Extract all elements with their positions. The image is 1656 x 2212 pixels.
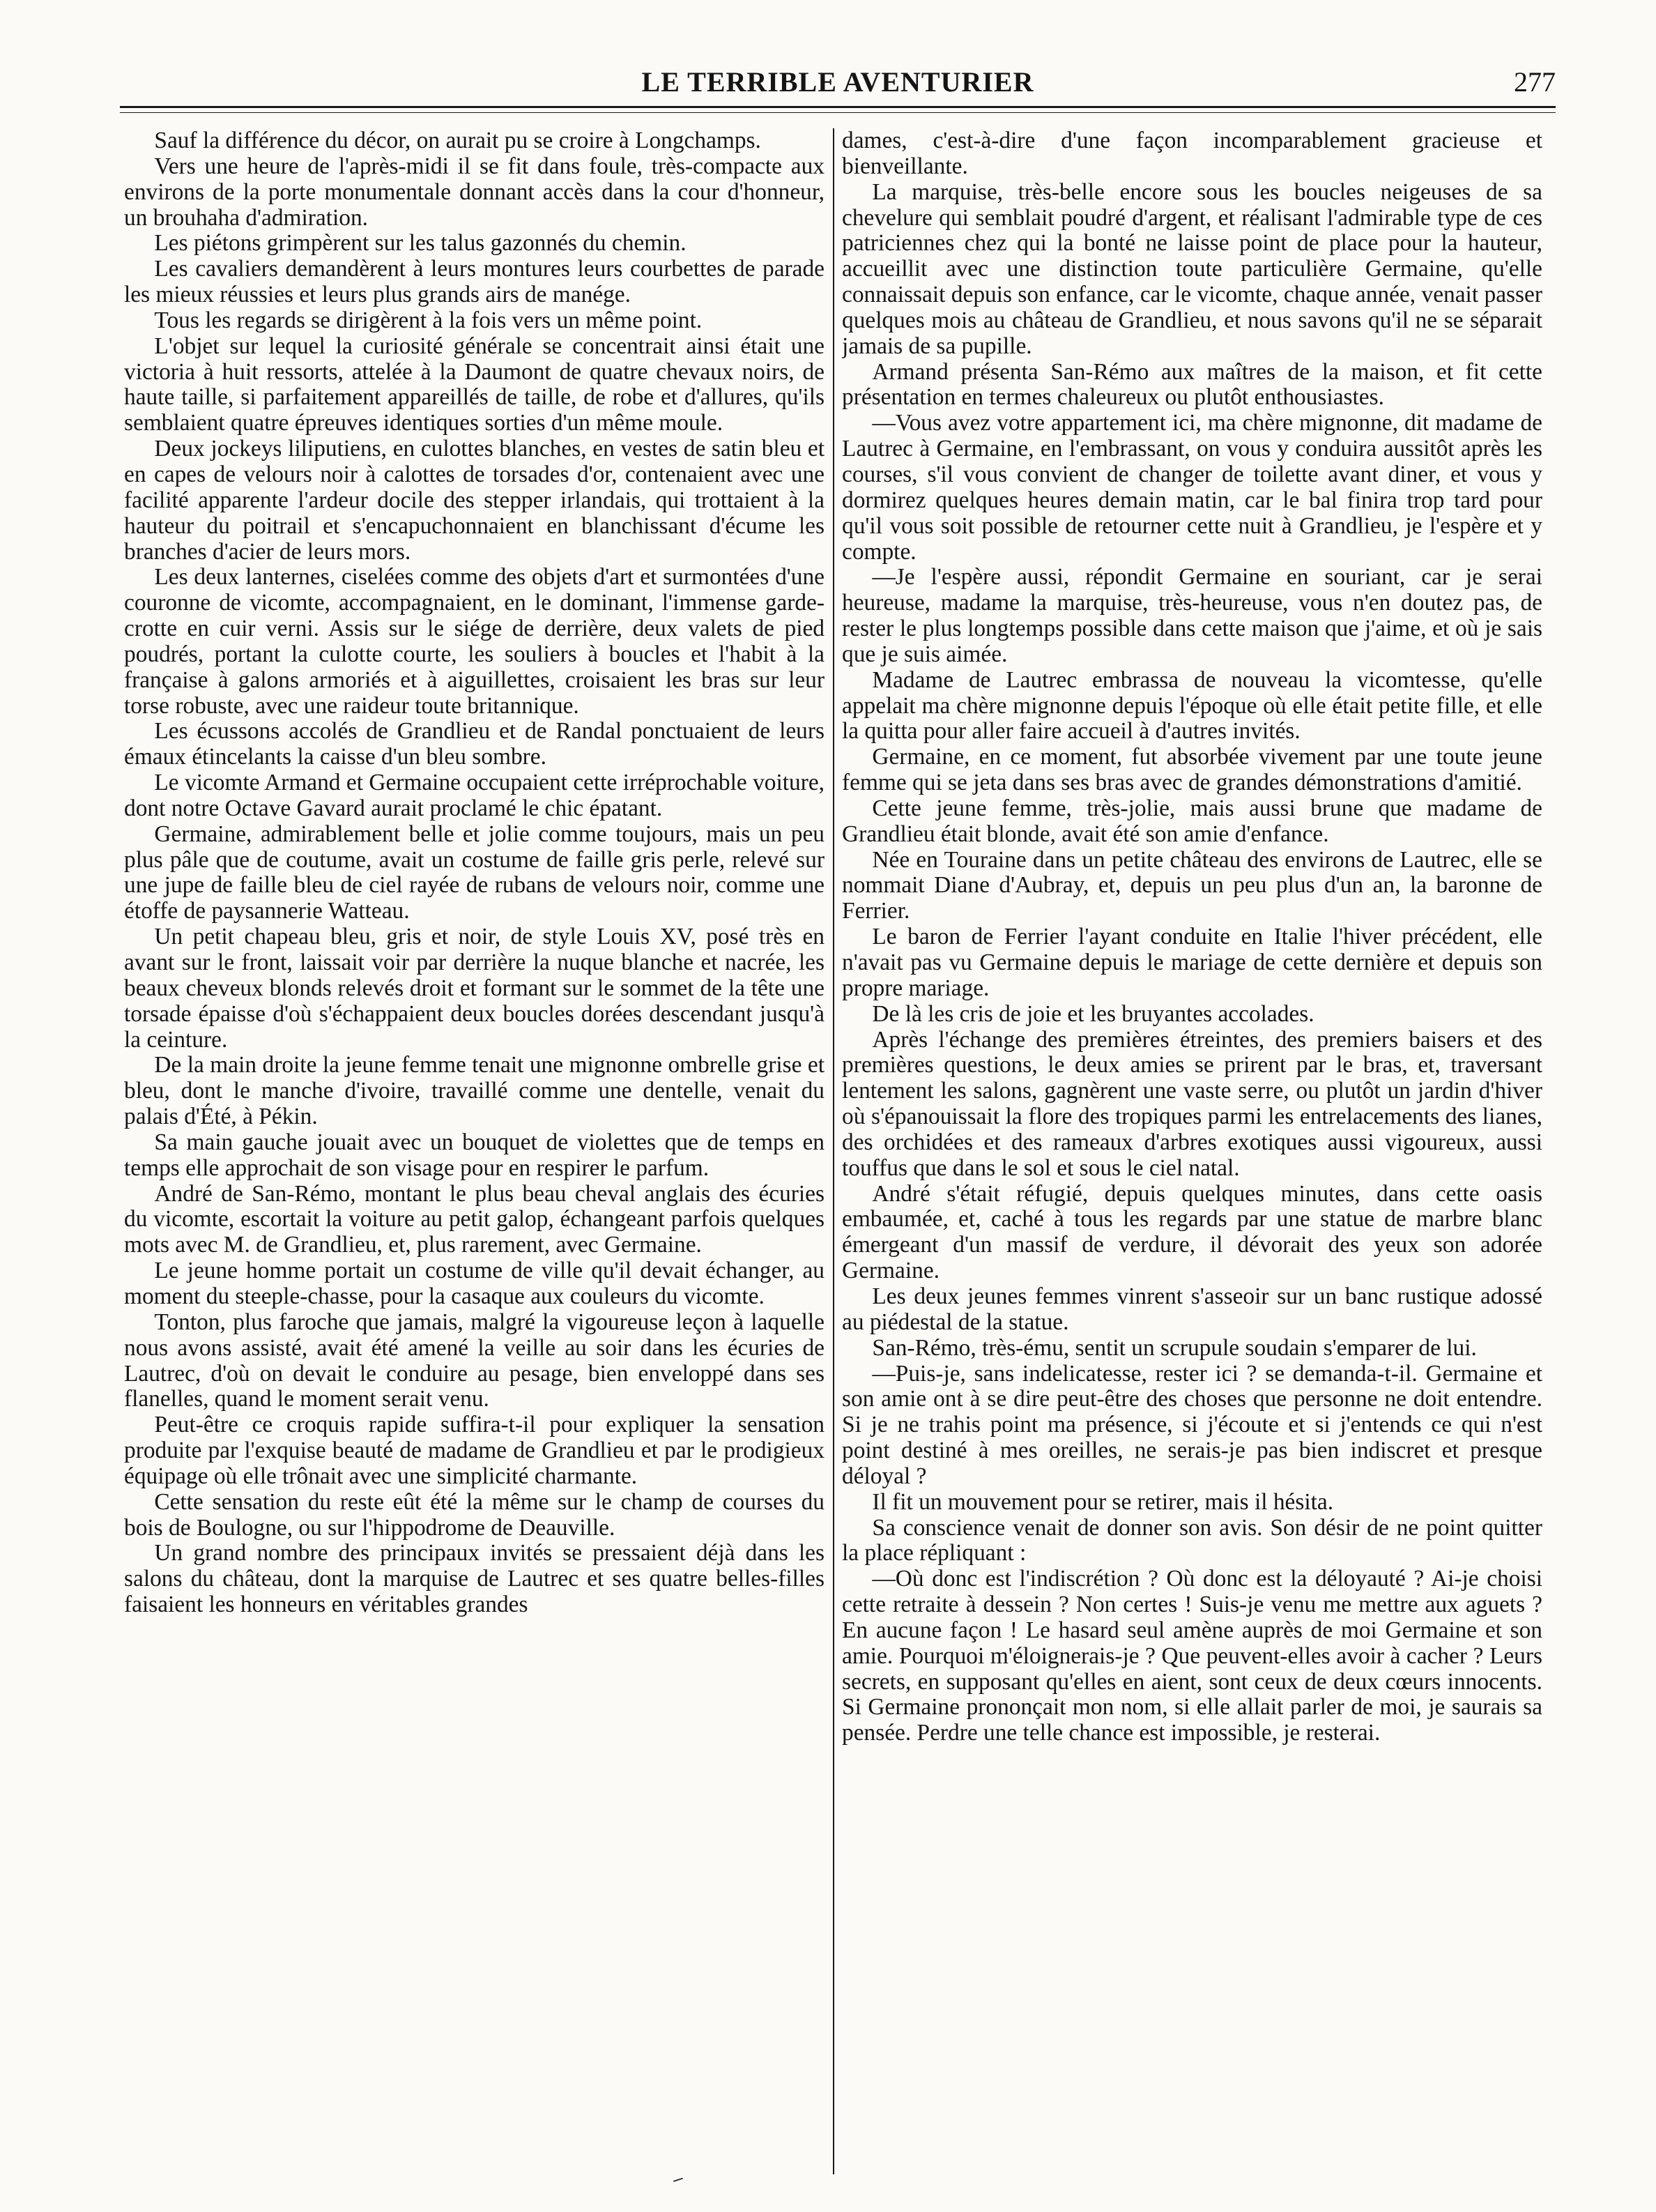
- paragraph: Le baron de Ferrier l'ayant conduite en Italie l'hiver précédent, elle n'avait pas vu Germaine depuis le mariage de cette dernière et depuis son propre mariage.: [842, 924, 1542, 1001]
- paragraph: Née en Touraine dans un petite château des environs de Lautrec, elle se nommait Diane d'Aubray, et, depuis un peu plus d'un an, la baronne de Ferrier.: [842, 846, 1542, 924]
- paragraph: André s'était réfugié, depuis quelques minutes, dans cette oasis embaumée, et, caché à tous les regards par une statue de marbre blanc émergeant d'un massif de verdure, il dévorait des yeux son adorée Germaine.: [842, 1180, 1542, 1284]
- paragraph-continued: dames, c'est-à-dire d'une façon incomparablement gracieuse et bienveillante.: [842, 128, 1542, 179]
- paragraph: Cette sensation du reste eût été la même sur le champ de courses du bois de Boulogne, ou sur l'hippodrome de Deauville.: [124, 1488, 825, 1541]
- paragraph: Cette jeune femme, très-jolie, mais aussi brune que madame de Grandlieu était blonde, avait été son amie d'enfance.: [842, 795, 1542, 847]
- paragraph: Sa conscience venait de donner son avis. Son désir de ne point quitter la place répliquant :: [842, 1514, 1542, 1566]
- paragraph: Germaine, en ce moment, fut absorbée vivement par une toute jeune femme qui se jeta dans ses bras avec de grandes démonstrations d'amitié.: [842, 744, 1542, 796]
- paragraph: Vers une heure de l'après-midi il se fit dans foule, très-compacte aux environs de la porte monumentale donnant accès dans la cour d'honneur, un brouhaha d'admiration.: [124, 153, 825, 231]
- paragraph: —Je l'espère aussi, répondit Germaine en souriant, car je serai heureuse, madame la marquise, très-heureuse, vous n'en doutez pas, de rester le plus longtemps possible dans cette maison que j'aime, et où je sais que je suis aimée.: [842, 564, 1542, 667]
- paragraph: San-Rémo, très-ému, sentit un scrupule soudain s'emparer de lui.: [872, 1334, 1477, 1361]
- header-rule-thick: [120, 106, 1556, 108]
- paragraph: Armand présenta San-Rémo aux maîtres de la maison, et fit cette présentation en termes chaleureux ou plutôt enthousiastes.: [842, 358, 1542, 411]
- paragraph: La marquise, très-belle encore sous les boucles neigeuses de sa chevelure qui semblait poudré d'argent, et réalisant l'admirable type de ces patriciennes chez qui la bonté ne laisse point de place pour la hauteur, accueillit avec une distinction toute particulière Germaine, qu'elle connaissait depuis son enfance, car le vicomte, chaque année, venait passer quelques mois au château de Grandlieu, et nous savons qu'il ne se séparait jamais de sa pupille.: [842, 178, 1542, 359]
- paragraph: —Vous avez votre appartement ici, ma chère mignonne, dit madame de Lautrec à Germaine, en l'embrassant, on vous y conduira aussitôt après les courses, s'il vous convient de changer de toilette avant diner, et vous y dormirez quelques heures demain matin, car le bal finira trop tard pour qu'il vous soit possible de retourner cette nuit à Grandlieu, je l'espère et y compte.: [842, 410, 1542, 565]
- paragraph: Deux jockeys liliputiens, en culottes blanches, en vestes de satin bleu et en capes de velours noir à calottes de torsades d'or, contenaient avec une facilité apparente l'ardeur docile des stepper irlandais, qui trottaient à la hauteur du poitrail et s'encapuchonnaient en blanchissant d'écume les branches d'acier de leurs mors.: [124, 436, 825, 565]
- paragraph: Le jeune homme portait un costume de ville qu'il devait échanger, au moment du steeple-chasse, pour la casaque aux couleurs du vicomte.: [124, 1258, 825, 1309]
- column-divider: [833, 128, 834, 2174]
- paragraph: Les écussons accolés de Grandlieu et de Randal ponctuaient de leurs émaux étincelants la caisse d'un bleu sombre.: [124, 718, 825, 770]
- paragraph: André de San-Rémo, montant le plus beau cheval anglais des écuries du vicomte, escortait la voiture au petit galop, échangeant parfois quelques mots avec M. de Grandlieu, et, plus rarement, avec Germaine.: [124, 1180, 825, 1258]
- running-head: [120, 61, 1556, 103]
- paragraph: L'objet sur lequel la curiosité générale se concentrait ainsi était une victoria à huit ressorts, attelée à la Daumont de quatre chevaux noirs, de haute taille, si parfaitement appareillés de taille, de robe et d'allures, qu'ils semblaient quatre épreuves identiques sorties d'un même moule.: [124, 333, 825, 436]
- paragraph: Madame de Lautrec embrassa de nouveau la vicomtesse, qu'elle appelait ma chère mignonne depuis l'époque où elle était petite fille, et elle la quitta pour aller faire accueil à d'autres invités.: [842, 666, 1542, 745]
- paragraph: Peut-être ce croquis rapide suffira-t-il pour expliquer la sensation produite par l'exquise beauté de madame de Grandlieu et par le prodigieux équipage où elle trônait avec une simplicité charmante.: [124, 1412, 825, 1489]
- paragraph: —Puis-je, sans indelicatesse, rester ici ? se demanda-t-il. Germaine et son amie ont à se dire peut-être des choses que personne ne doit entendre. Si je ne trahis point ma présence, si j'écoute et si j'entends ce qui n'est point destiné à mes oreilles, ne serais-je pas bien indiscret et presque déloyal ?: [842, 1360, 1542, 1489]
- paragraph: De là les cris de joie et les bruyantes accolades.: [872, 1000, 1314, 1027]
- paragraph: Un petit chapeau bleu, gris et noir, de style Louis XV, posé très en avant sur le front, laissait voir par derrière la nuque blanche et nacrée, les beaux cheveux blonds relevés droit et formant sur le sommet de la tête une torsade épaisse d'où s'échappaient deux boucles dorées descendant jusqu'à la ceinture.: [124, 924, 825, 1053]
- right-column: [842, 128, 1542, 2185]
- paragraph: Après l'échange des premières étreintes, des premiers baisers et des premières questions, le deux amies se prirent par le bras, et, traversant lentement les salons, gagnèrent une vaste serre, ou plutôt un jardin d'hiver où s'épanouissait la flore des tropiques parmi les entrelacements des lianes, des orchidées et des rameaux d'arbres exotiques aussi vigoureux, aussi touffus que dans le sol et sous le ciel natal.: [842, 1026, 1542, 1181]
- paragraph: Les deux jeunes femmes vinrent s'asseoir sur un banc rustique adossé au piédestal de la statue.: [842, 1283, 1542, 1335]
- paragraph: Les cavaliers demandèrent à leurs montures leurs courbettes de parade les mieux réussies et leurs plus grands airs de manége.: [124, 256, 825, 308]
- paragraph: Il fit un mouvement pour se retirer, mais il hésita.: [872, 1488, 1334, 1515]
- page-number: 277: [1514, 66, 1556, 98]
- paragraph: Sauf la différence du décor, on aurait pu se croire à Longchamps.: [154, 128, 761, 153]
- paragraph: Sa main gauche jouait avec un bouquet de violettes que de temps en temps elle approchait de son visage pour en respirer le parfum.: [124, 1129, 825, 1181]
- paragraph: Tous les regards se dirigèrent à la fois vers un même point.: [154, 307, 703, 333]
- paragraph: Les piétons grimpèrent sur les talus gazonnés du chemin.: [154, 230, 687, 257]
- paragraph: De la main droite la jeune femme tenait une mignonne ombrelle grise et bleu, dont le manche d'ivoire, travaillé comme une dentelle, venait du palais d'Été, à Pékin.: [124, 1052, 825, 1130]
- running-title: LE TERRIBLE AVENTURIER: [641, 66, 1034, 98]
- paragraph: Germaine, admirablement belle et jolie comme toujours, mais un peu plus pâle que de coutume, avait un costume de faille gris perle, relevé sur une jupe de faille bleu de ciel rayée de rubans de velours noir, comme une étoffe de paysannerie Watteau.: [124, 821, 825, 924]
- paragraph: Les deux lanternes, ciselées comme des objets d'art et surmontées d'une couronne de vicomte, accompagnaient, en le dominant, l'immense garde-crotte en cuir verni. Assis sur le siége de derrière, deux valets de pied poudrés, portant la culotte courte, les souliers à boucles et l'habit à la française à galons armoriés et à aiguillettes, croisaient les bras sur leur torse robuste, avec une raideur toute britannique.: [124, 564, 825, 719]
- paragraph: Tonton, plus faroche que jamais, malgré la vigoureuse leçon à laquelle nous avons assisté, avait été amené la veille au soir dans les écuries de Lautrec, d'où on devait le conduire au pesage, bien enveloppé dans ses flanelles, quand le moment serait venu.: [124, 1309, 825, 1412]
- header-rule-thin: [120, 112, 1556, 113]
- paragraph: —Où donc est l'indiscrétion ? Où donc est la déloyauté ? Ai-je choisi cette retraite à dessein ? Non certes ! Suis-je venu me mettre aux aguets ? En aucune façon ! Le hasard seul amène auprès de moi Germaine et son amie. Pourquoi m'éloignerais-je ? Que peuvent-elles avoir à cacher ? Leurs secrets, en supposant qu'elles en aient, sont ceux de deux cœurs innocents. Si Germaine prononçait mon nom, si elle allait parler de moi, je saurais sa pensée. Perdre une telle chance est impossible, je resterai.: [842, 1566, 1542, 1746]
- paragraph: Le vicomte Armand et Germaine occupaient cette irréprochable voiture, dont notre Octave Gavard aurait proclamé le chic épatant.: [124, 770, 825, 821]
- left-column: [124, 128, 825, 2185]
- paragraph: Un grand nombre des principaux invités se pressaient déjà dans les salons du château, dont la marquise de Lautrec et ses quatre belles-filles faisaient les honneurs en véritables grandes: [124, 1540, 825, 1618]
